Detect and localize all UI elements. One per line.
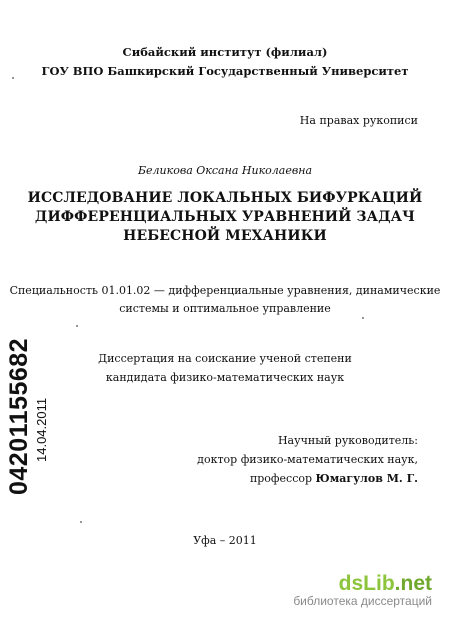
degree-line-2: кандидата физико-математических наук — [105, 371, 345, 384]
supervisor-name-line — [250, 472, 418, 485]
watermark-logo-main: dsLib — [338, 572, 395, 595]
library-stamp-number: 04201155682 — [5, 337, 33, 495]
degree-line-1: Диссертация на соискание ученой степени — [98, 352, 352, 365]
watermark — [293, 574, 432, 609]
supervisor-heading: Научный руководитель: — [277, 434, 418, 447]
supervisor-title: профессор — [249, 472, 313, 485]
watermark-logo — [293, 574, 432, 594]
institution-line-1: Сибайский институт (филиал) — [122, 45, 328, 59]
supervisor-name: Юмагулов М. Г. — [315, 472, 418, 485]
watermark-subtitle: библиотека диссертаций — [293, 594, 432, 608]
scan-speck — [362, 317, 364, 319]
scan-speck — [76, 325, 78, 327]
institution-line-2: ГОУ ВПО Башкирский Государственный Университет — [41, 64, 409, 78]
title-line-1: ИССЛЕДОВАНИЕ ЛОКАЛЬНЫХ БИФУРКАЦИЙ — [27, 190, 423, 206]
city-year: Уфа – 2011 — [193, 534, 257, 547]
title-line-3: НЕБЕСНОЙ МЕХАНИКИ — [123, 228, 327, 244]
supervisor-degree: доктор физико-математических наук, — [197, 453, 418, 466]
scan-speck — [80, 521, 82, 523]
manuscript-note: На правах рукописи — [299, 114, 418, 127]
watermark-logo-suffix: .net — [394, 572, 432, 595]
scan-speck — [12, 77, 14, 79]
author-name: Беликова Оксана Николаевна — [137, 164, 313, 177]
title-line-2: ДИФФЕРЕНЦИАЛЬНЫХ УРАВНЕНИЙ ЗАДАЧ — [34, 209, 416, 225]
specialty-line-2: системы и оптимальное управление — [119, 302, 331, 315]
library-stamp-date: 14.04.2011 — [34, 397, 49, 462]
specialty-line-1: Специальность 01.01.02 — дифференциальные уравнения, динамические — [9, 284, 441, 297]
